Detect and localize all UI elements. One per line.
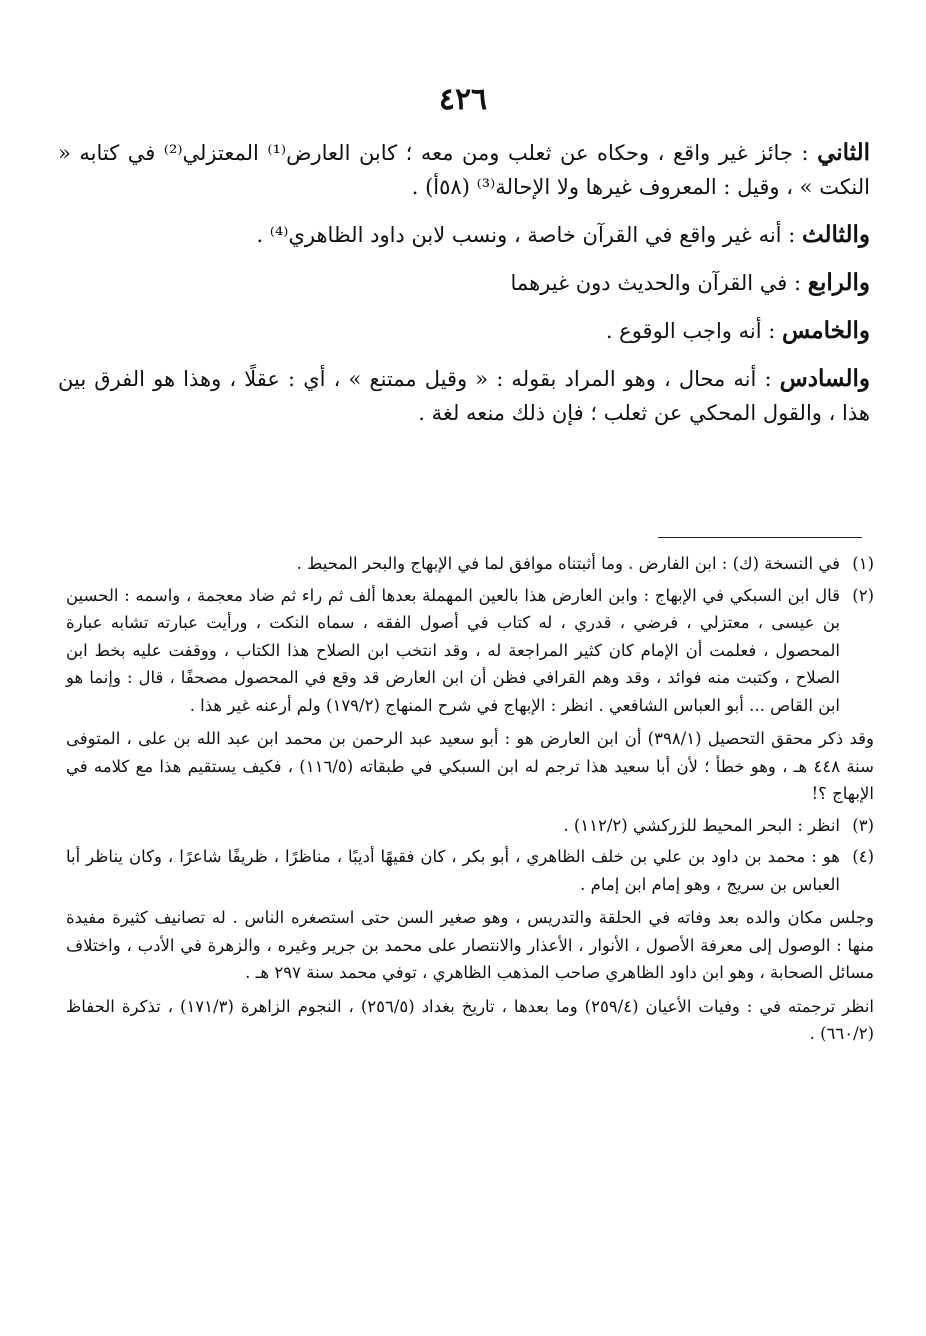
footnote-2-continuation: وقد ذكر محقق التحصيل (٣٩٨/١) أن ابن العارض هو : أبو سعيد عبد الرحمن بن محمد ابن عبد الله بن على ، المتوفى سنة ٤٤٨ هـ ، وهو خطأ ؛ لأن أبا سعيد هذا ترجم له ابن السبكي في طبقاته (١١٦/٥) ، فكيف يستقيم هذا مع كلامه في الإبهاج ؟!: [66, 729, 874, 803]
paragraph-lead: والخامس: [781, 317, 870, 344]
paragraph-sixth: [58, 362, 870, 430]
footnote-text: هو : محمد بن داود بن علي بن خلف الظاهري ، أبو بكر ، كان فقيهًا أديبًا ، مناظرًا ، ظريفًا شاعرًا ، وكان يناظر أبا العباس بن سريج ، وهو إمام ابن إمام .: [66, 847, 840, 894]
footnote-number: (١): [852, 554, 874, 573]
paragraph-text: : في القرآن والحديث دون غيرهما: [510, 271, 802, 295]
page-number: ٤٢٦: [438, 82, 488, 117]
footnote-divider: [658, 537, 862, 538]
footnote-4-references: انظر ترجمته في : وفيات الأعيان (٢٥٩/٤) وما بعدها ، تاريخ بغداد (٢٥٦/٥) ، النجوم الزاهرة (١٧١/٣) ، تذكرة الحفاظ (٦٦٠/٢) .: [66, 996, 874, 1043]
paragraph-lead: والثالث: [801, 221, 870, 248]
paragraph-text: : جائز غير واقع ، وحكاه عن ثعلب ومن معه ؛ كابن العارض⁽¹⁾ المعتزلي⁽²⁾ في كتابه « النكت » ، وقيل : المعروف غيرها ولا الإحالة⁽³⁾ (٥٨أ) .: [58, 141, 870, 199]
footnote-text: انظر : البحر المحيط للزركشي (١١٢/٢) .: [563, 815, 840, 835]
paragraph-text: : أنه محال ، وهو المراد بقوله : « وقيل ممتنع » ، أي : عقلًا ، وهذا هو الفرق بين هذا ، والقول المحكي عن ثعلب ؛ فإن ذلك منعه لغة .: [58, 367, 870, 425]
footnote-text: في النسخة (ك) : ابن الفارض . وما أثبتناه موافق لما في الإبهاج والبحر المحيط .: [296, 554, 840, 573]
paragraph-lead: الثاني: [817, 139, 870, 166]
footnote-number: (٤): [852, 847, 874, 866]
paragraph-lead: والرابع: [807, 269, 870, 296]
footnote-2: [66, 582, 874, 720]
paragraph-lead: والسادس: [779, 365, 870, 392]
footnote-number: (٣): [852, 815, 874, 835]
paragraph-text: : أنه واجب الوقوع .: [605, 319, 776, 343]
paragraph-fifth: [58, 314, 870, 348]
main-text: [58, 136, 870, 444]
footnote-4-continuation: وجلس مكان والده بعد وفاته في الحلقة والتدريس ، وهو صغير السن حتى استصغره الناس . له تصانيف كثيرة مفيدة منها : الوصول إلى معرفة الأصول ، الأنوار ، الأعذار والانتصار على محمد بن جرير وغيره ، والزهرة في الأدب ، واختلاف مسائل الصحابة ، وهو ابن داود الظاهري صاحب المذهب الظاهري ، توفي محمد سنة ٢٩٧ هـ .: [66, 908, 874, 982]
footnote-number: (٢): [852, 585, 874, 605]
footnotes: [66, 550, 874, 1052]
paragraph-third: [58, 218, 870, 252]
footnote-4: [66, 843, 874, 898]
paragraph-second: [58, 136, 870, 204]
footnote-3: [66, 812, 874, 840]
paragraph-text: : أنه غير واقع في القرآن خاصة ، ونسب لابن داود الظاهري⁽⁴⁾ .: [256, 223, 796, 247]
footnote-1: [66, 550, 874, 578]
paragraph-fourth: [58, 266, 870, 300]
footnote-text: قال ابن السبكي في الإبهاج : وابن العارض هذا بالعين المهملة بعدها ألف ثم راء ثم ضاد معجمة ، واسمه : الحسين بن عيسى ، معتزلي ، فرضي ، قدري ، له كتاب في أصول الفقه ، سماه النكت ، ورأيت عبارته تشابه عبارة المحصول ، فعلمت أن الإمام كان كثير المراجعة له ، وقد انتخب ابن الصلاح هذا الكتاب ، ووقفت عليه بخط ابن الصلاح ، وكتبت منه فوائد ، وقد وهم القرافي فظن أن ابن العارض قد وقع في المحصول مصحفًا ، قال : وإنما هو ابن القاص ... أبو العباس الشافعي . انظر : الإبهاج في شرح المنهاج (١٧٩/٢) ولم أرعنه غير هذا .: [66, 585, 840, 715]
